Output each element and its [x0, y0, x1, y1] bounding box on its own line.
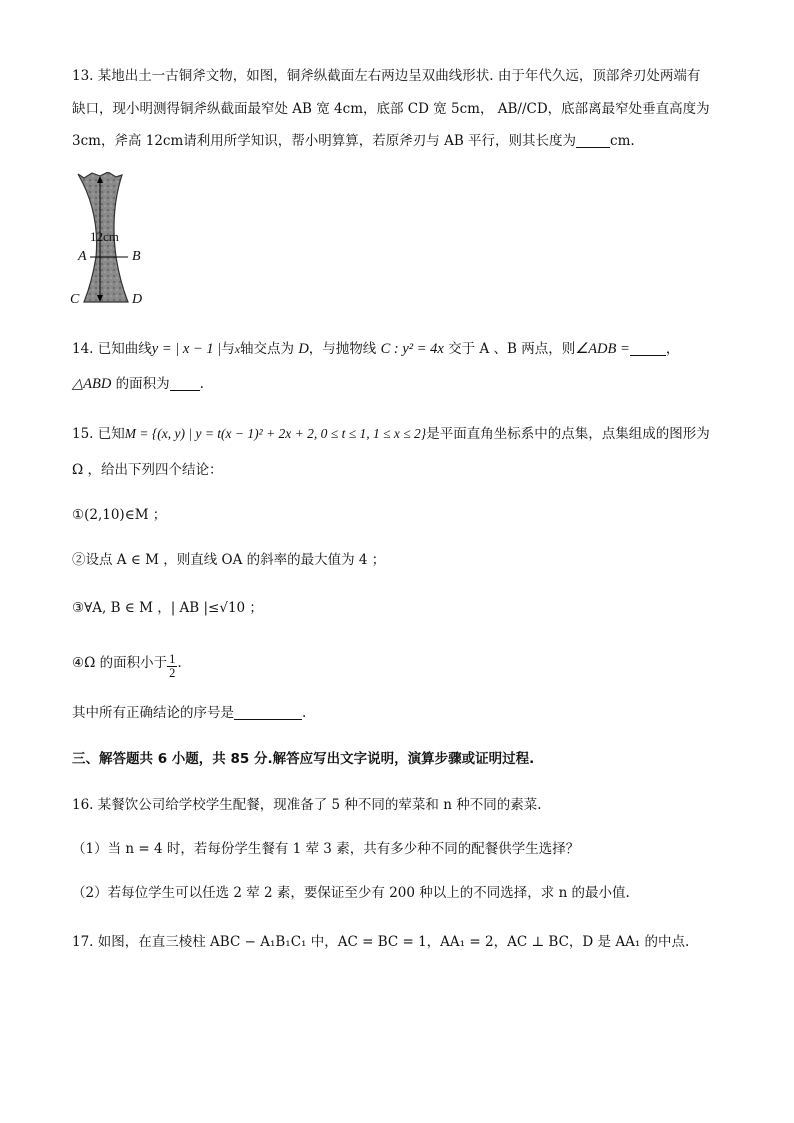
answer-blank: [630, 341, 666, 356]
q14-prefix: 14. 已知曲线: [72, 341, 152, 357]
q14-text-axis: 轴交点为: [240, 341, 295, 357]
fraction-denominator: 2: [169, 666, 176, 680]
answer-blank: [170, 376, 200, 391]
q13-line-2: 缺口，现小明测得铜斧纵截面最窄处 AB 宽 4cm，底部 CD 宽 5cm， AB//CD，底部离最窄处垂直高度为: [72, 101, 710, 117]
q14-point-d: D: [298, 341, 309, 357]
q14-angle-eq: ∠ADB =: [575, 341, 630, 357]
q15-item-1: ①(2,10)∈M ；: [72, 507, 167, 523]
q17-line-1: 17. 如图，在直三棱柱 ABC − A₁B₁C₁ 中，AC = BC = 1，AA₁ = 2，AC ⊥ BC，D 是 AA₁ 的中点.: [72, 934, 690, 950]
q14-line-1: [72, 340, 679, 358]
q16-part-2: （2）若每位学生可以任选 2 荤 2 素，要保证至少有 200 种以上的不同选择，求 n 的最小值.: [72, 885, 630, 901]
q13-line-3: [72, 132, 635, 150]
point-b-label: B: [132, 249, 141, 264]
point-c-label: C: [70, 292, 80, 307]
q14-text-and: 与: [221, 341, 235, 357]
q14-area-text: 的面积为: [115, 376, 170, 392]
q14-triangle: △ABD: [72, 376, 112, 392]
q15-item-4-period: .: [177, 655, 182, 671]
q15-item-4: [72, 653, 182, 680]
q15-item-4-text: ④Ω 的面积小于: [72, 655, 168, 671]
point-a-label: A: [78, 249, 87, 264]
q15-set-definition: M = {(x, y) | y = t(x − 1)² + 2x + 2, 0 ≤ t ≤ 1, 1 ≤ x ≤ 2}: [124, 426, 427, 441]
q14-parabola-eq: C : y² = 4x: [380, 341, 444, 357]
q14-curve-eq: y = | x − 1 |: [151, 341, 222, 357]
answer-blank: [234, 705, 302, 720]
q15-prefix: 15. 已知: [72, 426, 125, 442]
q14-comma: ，: [665, 341, 680, 357]
q15-conclusion-period: .: [302, 705, 307, 721]
q14-text-parabola: ，与抛物线: [308, 341, 377, 357]
copper-axe-figure: [70, 172, 160, 312]
q15-line-2: Ω ，给出下列四个结论：: [72, 462, 223, 478]
q15-text: 是平面直角坐标系中的点集，点集组成的图形为: [426, 426, 710, 442]
q14-x: x: [234, 342, 241, 356]
answer-blank: [576, 133, 610, 148]
fraction-one-half: [167, 653, 177, 680]
q14-text-intersect: 交于 A 、B 两点，则: [448, 341, 576, 357]
q14-period: .: [199, 376, 204, 392]
q16-line-1: 16. 某餐饮公司给学校学生配餐，现准备了 5 种不同的荤菜和 n 种不同的素菜.: [72, 797, 542, 813]
q16-part-1: （1）当 n = 4 时，若每份学生餐有 1 荤 3 素，共有多少种不同的配餐供学生选择？: [72, 841, 580, 857]
q15-conclusion: [72, 704, 306, 722]
q13-line-3-unit: cm.: [610, 133, 635, 149]
height-label: 12cm: [90, 229, 119, 244]
q15-line-1: [72, 425, 710, 443]
q14-line-2: [72, 375, 204, 393]
fraction-numerator: 1: [169, 652, 176, 666]
section-heading: 三、解答题共 6 小题，共 85 分.解答应写出文字说明，演算步骤或证明过程.: [72, 751, 535, 767]
point-d-label: D: [132, 292, 143, 307]
q15-conclusion-text: 其中所有正确结论的序号是: [72, 705, 234, 721]
q15-item-3: ③∀A, B ∈ M ，| AB |≤√10 ；: [72, 600, 263, 616]
q13-line-1: 13. 某地出土一古铜斧文物，如图，铜斧纵截面左右两边呈双曲线形状. 由于年代久远，顶部斧刃处两端有: [72, 68, 701, 84]
q13-line-3-text: 3cm，斧高 12cm请利用所学知识，帮小明算算，若原斧刃与 AB 平行，则其长度为: [72, 133, 577, 149]
q15-item-2: ②设点 A ∈ M ，则直线 OA 的斜率的最大值为 4 ；: [72, 552, 386, 568]
